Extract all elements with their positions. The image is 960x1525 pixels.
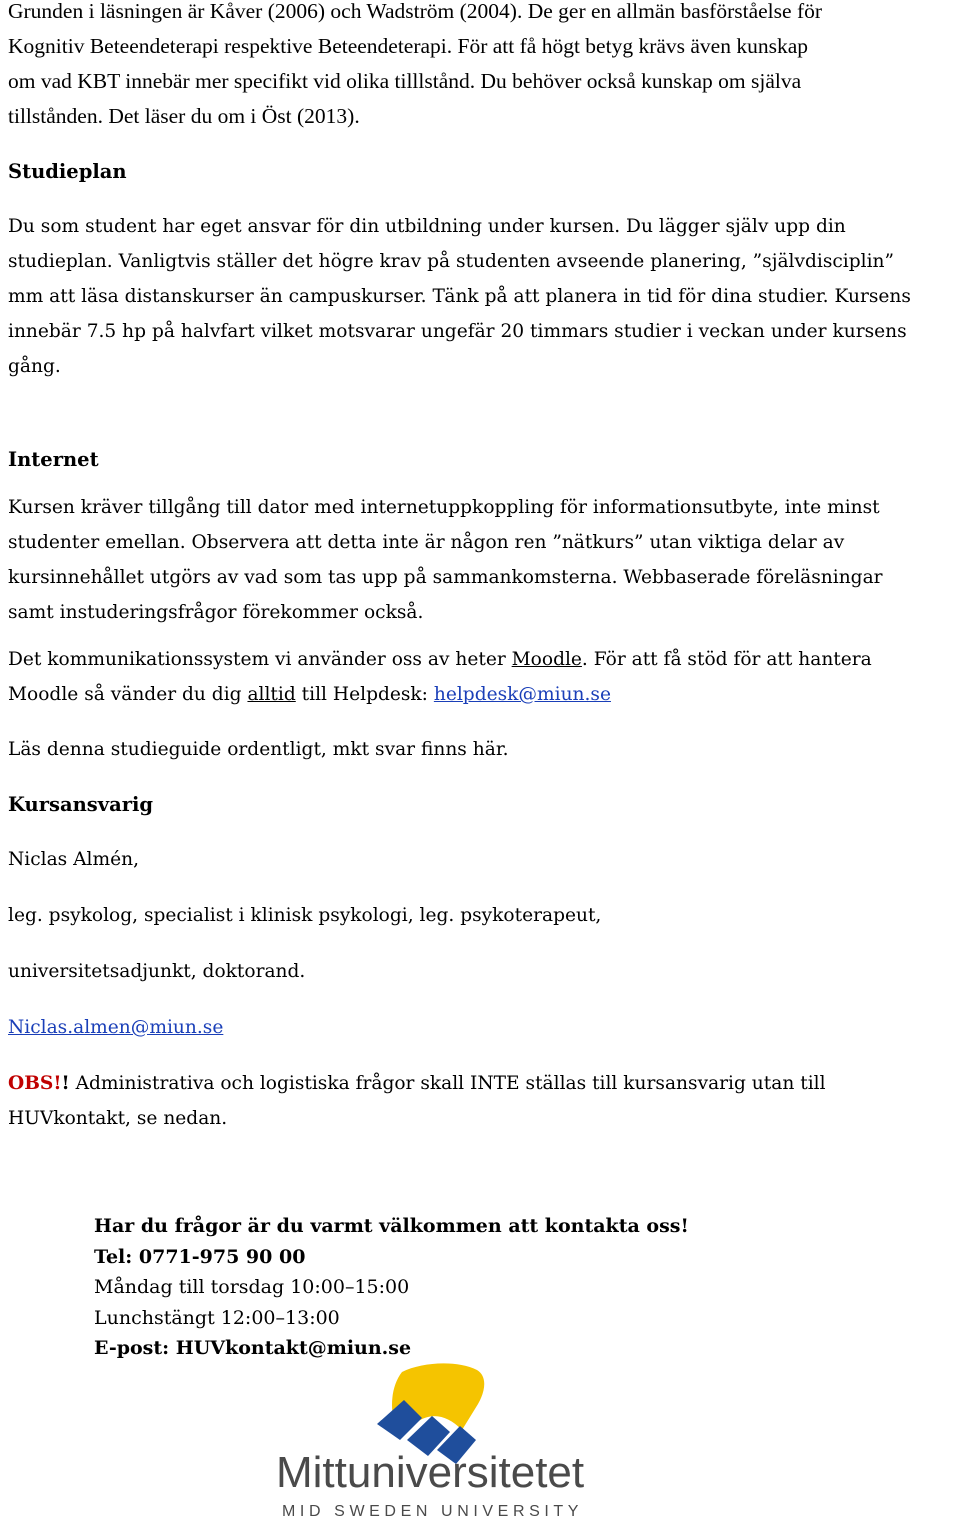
read-paragraph [8,732,953,767]
intro-line: tillstånden. Det läser du om i Öst (2013). [8,104,360,128]
moodle-paragraph [8,642,953,712]
contact-phone: Tel: 0771-975 90 00 [94,1245,306,1268]
internet-line: Kursen kräver tillgång till dator med internetuppkoppling för informationsutbyte, inte minst [8,497,880,518]
obs-line-1 [8,1066,953,1101]
kursansvarig-heading: Kursansvarig [8,793,154,816]
helpdesk-pre-text: Moodle så vänder du dig [8,684,248,705]
obs-bang: ! [61,1073,70,1094]
kursansvarig-block [8,842,953,1136]
teacher-title-1: leg. psykolog, specialist i klinisk psykologi, leg. psykoterapeut, [8,905,602,926]
contact-hours: Måndag till torsdag 10:00–15:00 [94,1276,410,1298]
obs-line-2: HUVkontakt, se nedan. [8,1108,228,1129]
studieplan-line: Du som student har eget ansvar för din utbildning under kursen. Du lägger själv upp din [8,216,846,237]
helpdesk-line [8,677,953,712]
teacher-email-line [8,1010,953,1045]
studieplan-line: mm att läsa distanskurser än campuskurser. Tänk på att planera in tid för dina studier. Kursens [8,286,911,307]
studieplan-line: studieplan. Vanligtvis ställer det högre krav på studenten avseende planering, ”självdisciplin” [8,251,895,272]
logo-name: Mittuniversitetet [276,1448,585,1497]
teacher-name: Niclas Almén, [8,849,140,870]
moodle-line [8,642,953,677]
teacher-title-2: universitetsadjunkt, doktorand. [8,961,306,982]
mittuniversitetet-logo [272,1360,612,1520]
contact-box [94,1211,689,1364]
obs-text: Administrativa och logistiska frågor skall INTE ställas till kursansvarig utan till [69,1073,826,1094]
internet-line: samt instuderingsfrågor förekommer också. [8,602,424,623]
contact-heading: Har du frågor är du varmt välkommen att kontakta oss! [94,1215,689,1237]
contact-email: E-post: HUVkontakt@miun.se [94,1337,412,1359]
internet-line: studenter emellan. Observera att detta inte är någon ren ”nätkurs” utan viktiga delar av [8,532,845,553]
helpdesk-mid-text: till Helpdesk: [295,684,434,705]
internet-paragraph [8,490,953,630]
internet-line: kursinnehållet utgörs av vad som tas upp på sammankomsterna. Webbaserade föreläsningar [8,567,883,588]
obs-label: OBS! [8,1073,62,1094]
logo-emblem-icon [272,1360,612,1520]
studieplan-heading: Studieplan [8,160,127,183]
helpdesk-email-link[interactable]: helpdesk@miun.se [433,684,611,705]
intro-line: Grunden i läsningen är Kåver (2006) och Wadström (2004). De ger en allmän basförståelse för [8,0,823,23]
intro-line: Kognitiv Beteendeterapi respektive Beteendeterapi. För att få högt betyg krävs även kunskap [8,34,809,58]
read-line: Läs denna studieguide ordentligt, mkt svar finns här. [8,739,509,760]
intro-line: om vad KBT innebär mer specifikt vid olika tilllstånd. Du behöver också kunskap om själva [8,69,802,93]
intro-paragraph [8,0,953,134]
moodle-link[interactable]: Moodle [511,649,582,670]
contact-lunch: Lunchstängt 12:00–13:00 [94,1306,340,1329]
logo-tagline: MID SWEDEN UNIVERSITY [282,1503,584,1520]
studieplan-paragraph [8,209,953,384]
internet-heading: Internet [8,448,99,471]
teacher-email-link[interactable]: Niclas.almen@miun.se [8,1017,224,1038]
document-page [8,0,953,1136]
studieplan-line: innebär 7.5 hp på halvfart vilket motsvarar ungefär 20 timmars studier i veckan under kursens [8,321,907,342]
moodle-post-text: . För att få stöd för att hantera [581,649,872,670]
alltid-text: alltid [247,684,296,705]
studieplan-line: gång. [8,356,61,377]
moodle-pre-text: Det kommunikationssystem vi använder oss av heter [8,649,512,670]
